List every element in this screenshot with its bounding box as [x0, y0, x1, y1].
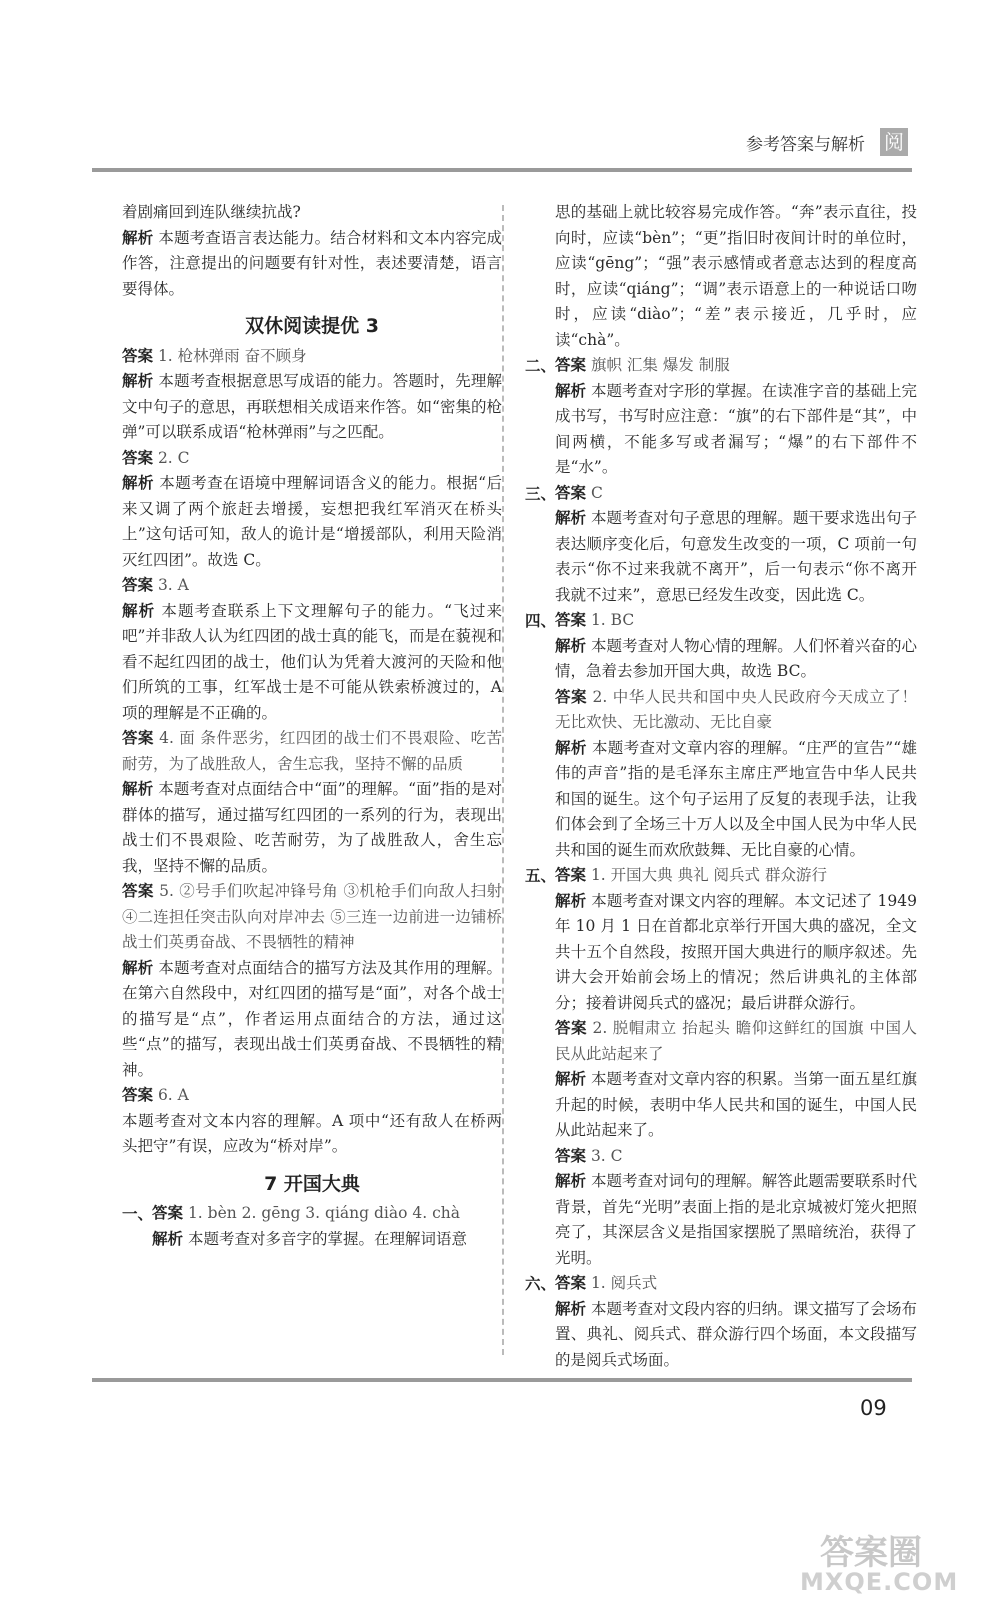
- explanation: 解析 本题考查对多音字的掌握。在理解词语意: [152, 1229, 467, 1248]
- explanation: 解析 本题考查联系上下文理解句子的能力。“飞过来吧”并非敌人认为红四团的战士真的能飞，而是在藐视和看不起红四团的战士，他们认为凭着大渡河的天险和他们所筑的工事，红军战士是不可能从铁索桥渡过的，A 项的理解是不正确的。: [122, 601, 502, 722]
- explanation: 解析 本题考查对点面结合中“面”的理解。“面”指的是对群体的描写，通过描写红四团的一系列的行为，表现出战士们不畏艰险、吃苦耐劳，为了战胜敌人，舍生忘我，坚持不懈的品质。: [122, 780, 502, 875]
- left-column: [122, 200, 502, 1252]
- answer: 答案 5. ②号手们吹起冲锋号角 ③机枪手们向敌人扫射 ④二连担任突击队向对岸冲去 ⑤三连一边前进一边铺桥 战士们英勇奋战、不畏牺牲的精神: [122, 882, 502, 951]
- explanation: 解析 本题考查对文章内容的积累。当第一面五星红旗升起的时候，表明中华人民共和国的诞生，中国人民从此站起来了。: [555, 1070, 917, 1139]
- answer: 答案 3. A: [122, 576, 189, 594]
- lesson-title: 7 开国大典: [264, 1172, 360, 1195]
- page-number: 09: [860, 1396, 887, 1420]
- right-column: [525, 200, 917, 1373]
- question-row: 一、 答案 1. bèn 2. gēng 3. qiáng diào 4. chà: [122, 1204, 460, 1223]
- explanation: 本题考查对文本内容的理解。A 项中“还有敌人在桥两头把守”有误，应改为“桥对岸”。: [122, 1111, 502, 1155]
- explanation: 解析 本题考查对词句的理解。解答此题需要联系时代背景，首先“光明”表面上指的是北京城被灯笼火把照亮了，其深层含义是指国家摆脱了黑暗统治，获得了光明。: [555, 1172, 917, 1267]
- page-header: [0, 0, 1000, 180]
- watermark-url: MXQE.COM: [800, 1568, 959, 1596]
- header-divider: [92, 168, 912, 172]
- footer-divider: [92, 1378, 912, 1382]
- paragraph: 思的基础上就比较容易完成作答。“奔”表示直往，投向时，应读“bèn”；“更”指旧时夜间计时的单位时，应读“gēng”；“强”表示感情或者意志达到的程度高时，应读“qiáng”；“调”表示语意上的一种说话口吻时，应读“diào”；“差”表示接近，几乎时，应读“chà”。: [555, 203, 917, 349]
- question-row: 六、 答案 1. 阅兵式: [525, 1274, 658, 1293]
- explanation: 解析 本题考查对人物心情的理解。人们怀着兴奋的心情，急着去参加开国大典，故选 BC。: [555, 636, 917, 680]
- explanation: 解析 本题考查对点面结合的描写方法及其作用的理解。在第六自然段中，对红四团的描写是“面”，对各个战士的描写是“点”，作者运用点面结合的方法，通过这些“点”的描写，表现出战士们英勇奋战、不畏牺牲的精神。: [122, 958, 502, 1079]
- explanation: 解析 本题考查对句子意思的理解。题干要求选出句子表达顺序变化后，句意发生改变的一项，C 项前一句表示“你不过来我就不离开”，后一句表示“你不离开我就不过来”，意思已经发生改变，因此选 C。: [555, 509, 917, 604]
- explanation: 解析 本题考查根据意思写成语的能力。答题时，先理解文中句子的意思，再联想相关成语来作答。如“密集的枪弹”可以联系成语“枪林弹雨”与之匹配。: [122, 372, 502, 441]
- question-row: 二、 答案 旗帜 汇集 爆发 制服: [525, 356, 730, 375]
- question-row: 五、 答案 1. 开国大典 典礼 阅兵式 群众游行: [525, 866, 827, 885]
- explanation: 解析 本题考查语言表达能力。结合材料和文本内容完成作答，注意提出的问题要有针对性，表述要清楚，语言要得体。: [122, 228, 502, 298]
- explanation: 解析 本题考查对文段内容的归纳。课文描写了会场布置、典礼、阅兵式、群众游行四个场面，本文段描写的是阅兵式场面。: [555, 1299, 917, 1369]
- answer: 答案 3. C: [555, 1146, 623, 1165]
- paragraph: 着剧痛回到连队继续抗战?: [122, 203, 301, 221]
- explanation: 解析 本题考查对课文内容的理解。本文记述了 1949 年 10 月 1 日在首都北京举行开国大典的盛况，全文共十五个自然段，按照开国大典进行的顺序叙述。先讲大会开始前会场上的情况；然后讲典礼的主体部分；接着讲阅兵式的盛况；最后讲群众游行。: [555, 891, 917, 1012]
- answer: 答案 6. A: [122, 1086, 189, 1104]
- answer: 答案 4. 面 条件恶劣，红四团的战士们不畏艰险、吃苦耐劳，为了战胜敌人，舍生忘我，坚持不懈的品质: [122, 729, 502, 773]
- watermark-logo: 答案圈: [820, 1533, 922, 1573]
- header-title: 参考答案与解析: [746, 135, 865, 155]
- column-divider: [502, 205, 504, 1355]
- answer: 答案 1. 枪林弹雨 奋不顾身: [122, 346, 307, 365]
- section-title: 双休阅读提优 3: [245, 315, 379, 337]
- answer: 答案 2. C: [122, 448, 190, 467]
- question-row: 三、 答案 C: [525, 483, 603, 503]
- question-row: 四、 答案 1. BC: [525, 611, 635, 630]
- explanation: 解析 本题考查对字形的掌握。在读准字音的基础上完成书写，书写时应注意：“旗”的右下部件是“其”，中间两横，不能多写或者漏写；“爆”的右下部件不是“水”。: [555, 381, 917, 476]
- answer: 答案 2. 脱帽肃立 抬起头 瞻仰这鲜红的国旗 中国人民从此站起来了: [555, 1019, 917, 1063]
- explanation: 解析 本题考查在语境中理解词语含义的能力。根据“后来又调了两个旅赶去增援，妄想把我红军消灭在桥头上”这句话可知，敌人的诡计是“增援部队，利用天险消灭红四团”。故选 C。: [122, 474, 502, 569]
- reading-badge-icon: 阅: [880, 128, 908, 156]
- answer: 答案 2. 中华人民共和国中央人民政府今天成立了！ 无比欢快、无比激动、无比自豪: [555, 687, 917, 731]
- explanation: 解析 本题考查对文章内容的理解。“庄严的宣告”“雄伟的声音”指的是毛泽东主席庄严地宣告中华人民共和国的诞生。这个句子运用了反复的表现手法，让我们体会到了全场三十万人以及全中国人民为中华人民共和国的诞生而欢欣鼓舞、无比自豪的心情。: [555, 738, 917, 859]
